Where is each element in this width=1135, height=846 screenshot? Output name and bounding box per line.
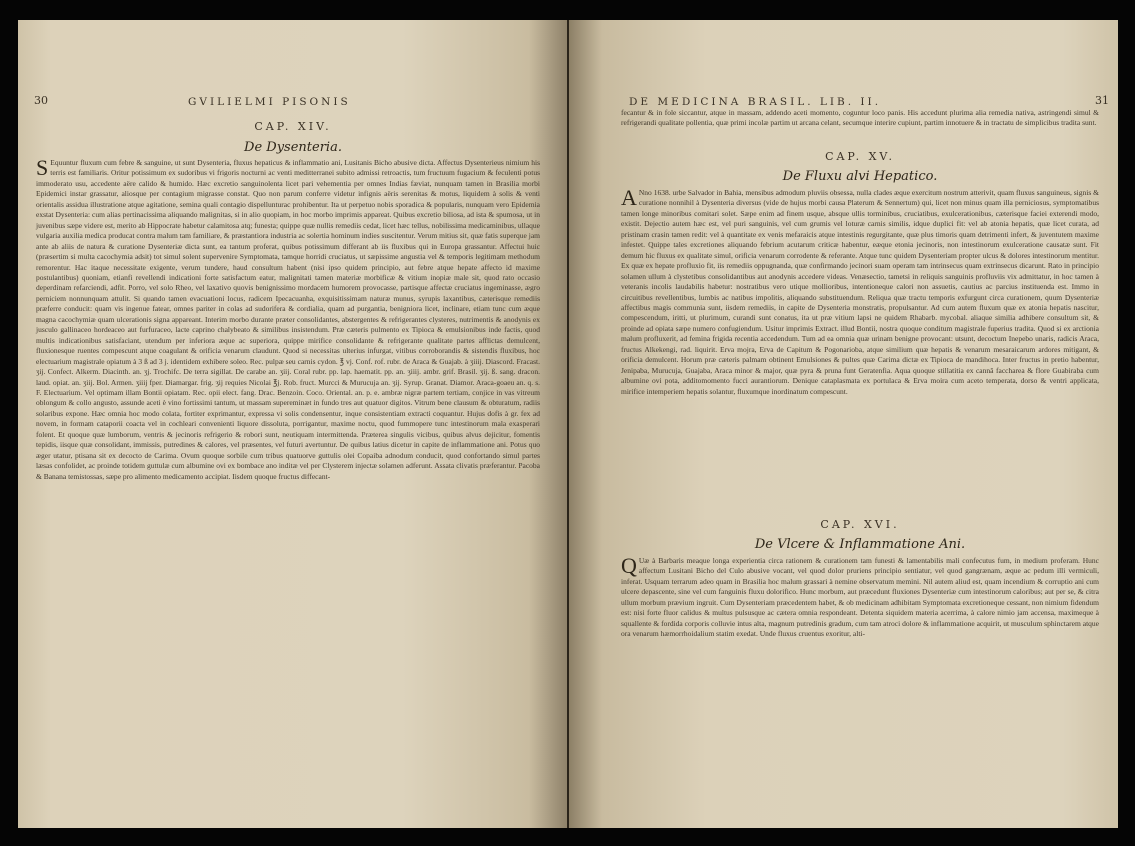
left-page	[18, 20, 567, 828]
right-intro-text: fecantur & in fole siccantur, atque in massam, addendo aceti momento, coguntur loco panis. His accedunt plurima alia remedia nativa, astringendi simul & refrigerandi qualitate pollentia, quæ primi incolæ partim ut arcana celant, secumque interire cupiunt, partim innotuere & in tractatu de simplicibus tradita sunt.	[621, 108, 1099, 128]
chapter-xv-text: A Nno 1638. urbe Salvador in Bahia, mensibus admodum pluviis obsessa, nulla clades æque exercitum nostrum atterivit, quam fluxus sanguineus, signis & curatione nonnihil à Dysenteria diversus (vide de hujus morbi causa Platerum & Sennertum) qui, licet non minus quam illa perniciosus, symptomatibus tamen longe minoribus comitari solet. Sæpe enim ad finem usque, absque ullis torminibus, cruciatibus, exulcerationibus, cæterisque faciei exterendi modo, existit. Dejectio autem hæc est, vel puri sanguinis, vel cum grumis vel loturæ carnis similis, idque duplici fit: vel ab atonia hepatis, quæ licet curata, ad pristinam crasin tamen redit: vel à quantitate ex venis mefaraicis atque intestinis regurgitante, quæ plus timoris quam detrimenti infert, & juventutem maxime infestet. Quippe tales excretiones aliquando febrium acutarum criticæ habentur, eæque etonia jecinoris, non intestinorum exulceratione causatæ sunt. Fit demum hic fluxus ex qualitate simul, orificia venarum corrodente & referante. Atque tunc quidem Dysenteriam propter ulcus & dolores intestinorum mentitur. Ex quæ ex hepate profluxio fit, iis remediis oppugnanda, quæ confirmando jecinori suam operam tam intrinsecus quam extrinsecus dicarunt. Rato in principio solamen ullum à clystetibus consolidantibus aut anodynis accedere videas. Venæsectio, tametsi in reliquis sanguinis profluviis vix admittatur, in hoc tamen à veteranis incolis laudabilis habetur: nostratibus vero utique mollioribus, intentioneque calori non assuetis, cautius ac parcius instituenda est. Immo in circuitibus revellentibus, lumbis ac natibus impolitis, aliquando substituendum. Reliqua quæ tractu temporis exfurgunt circa curationem, quum Dysenteriæ affectibus magis communia sunt, iisdem remediis, in capite de Dysenteria monstratis, propulsantur. Ad cum autem fluxum quæ ex atonia hepatis nascitur, compescendum, iritti, ut plurimum, curandi sunt conatus, ita ut præ vitium lapsi ne quidem Rhabarb. mycobal. aliaque similia adhibere consultum sit, & proinde ad opiata sæpe numero confugiendum. Usitur imprimis Extract. illud Bontii, nostra quoque conditum magistrale fuperius tradita. Quod si ex arctionia malum profluxerit, ad femina frigida recentia accedendum. Tum ad ea omnia quæ urinam benigne provocant: utsunt, decoctum Inepebo unaris, radicis Araca, fructus Alkekengi, rad. liquirit. Erva mojra, Erva de Capitum & Pogonarioba, atque similium quæ hepatis & venarum mesaraicarum ardores mitigant, & orificia demulcent. Horum præ cæteris palmam obtinent Emulsiones & pultes quæ Carima dictæ ex Tipioca de mandihoca. Inter fructus in pretio habentur, Jenipaba, Murucuja, Guajaba, Araca minor & major, quæ pyra & pruna funt Geratenfia. Aqua quoque stillatitia ex cannâ faccharea & flore Guabiraba cum albumine ovi pota, additomomento fucci aurantiorum. Denique cataplasmata ex portulaca & Erva moira cum aceto temperata, dorso & ventri applicata, mirifice intemperiem hepatis solantur, fluxumque inordinatum compescunt.	[621, 185, 1099, 396]
open-book	[18, 20, 1118, 828]
chapter-title: De Dysenteria.	[244, 140, 342, 155]
drop-cap-a: A	[621, 185, 637, 210]
drop-cap-s: S	[36, 155, 49, 180]
chapter-xv-heading	[621, 150, 1099, 184]
chapter-xv-title: De Fluxu alvi Hepatico.	[782, 169, 938, 184]
left-body-text: S Equuntur fluxum cum febre & sanguine, ut sunt Dysenteria, fluxus hepaticus & inflammatio ani, Lusitanis Bicho abusive dicta. Affectus Dysenterieus nimium his terris est familiaris. Oritur potissimum ex sudoribus vi frigoris nocturni ac venti meditterranei subito admissi retroactis, tum fructuum fugacium & feculenti potus immoderato usu, accedente aëre calido & humido. Hæc excretio sanguinolenta licet pari vehementia per omnes Indias fæviat, nunquam tamen in Brasilia morbi Epidemici instar grassatur, aliosque per contagium migrasse constat. Quo non parum conferre videtur infignis aëris serenitas & motus, liquidem à solis & venti orientalis assidua illustratione atque agitatione, semina quali contagio dispellunturac prohibentur. Ita ut perpetuo nobis sporadica & popularis, nunquam vero Epidemia exstat Dysenteria: cum alias pertinacissima aliquando malignitas, si in alio quopiam, in hoc morbo imprimis appareat. Quibus excretio biliosa, ad ista & spumosa, ut in juvenibus sæpe videre est, merito ab Hippocrate habetur calamitosa atq; funesta; quippe quæ nullis remediis cedat, licet hæc tellus, nobilissima medicaminibus, ullaque vulgaria auxilia medica producat contra malum tam familiare, & præstantiora industria ac solertia hominum indies suscitentur. Verum mitius sit, quæ fatis superque jam ante ab aliis de natura & curatione Dysenteriæ dicta sunt, ea tantum proferat, quibus potissimum differant ab iis fluxibus qui in Europa grassantur. Affectui huic (præsertim si multa cacochymia adsit) tot simul solent supervenire Symptomata, tamque horridi cruciatus, ut sæpissime angustia vel & temporis legitimam methodum remorentur. Hac itaque necessitate exigente, verum tundere, haud consultum habent (nisi ipso quidem principio, aut febre atque hepate affecto id maxime postulantibus) quoniam, etianfi revellendi indicationi forte satisfactum eatur, malignitati tamen materiæ morbificæ & vitium inopiæ male sit, quod rato occasio deperdinam refarciendi, adfit. Porro, vel solo Rheo, vel laxativo quovis benignissimo mordacem humorem provocasse, partisque affectæ cruciatus ingeminasse, ægro perniciem nonnunquam attulit. Si quando tamen evacuationi locus, radicem Ipecacuanha, exquisitissimam naturæ munus, syrupis laxantibus, cæterisque remediis præferre conducit: quam vis ingenue fatear, omnes pariter in colas ad sudorifera & cordialia, quam ad purgantia, benigniora licet, inclinare, etiam tunc cum æque magna cacochymiæ quam ulcerationis signa appareant. Interim morbo durante præter consolidantes, abstergentes & refrigerantes clysteres, nutrimentis & anodynis ex jusculo gallinaceo hordeaceo aut furfuraceo, lacte caprino chalybeato & similibus insistendum. Præ cæteris pulmento ex Tipioca & emulsionibus inde factis, quod multis indicationibus satisfaciant, utendum per inferiora æque ac superiora, quippe mirifice consolidante & refrigerante qualitate partes afflictas demulcent, fluxionesque ruentes compescunt atque coagulant & orificia venarum claudunt. Quod si necessitas ulterius infurgat, vitibus corroborandis & sistendis fluxibus, hoc electuarium magistrale opiatum à 3 ß ad 3 j. identidem exhibere soleo. Rec. pulpæ seu carnis cydon. ℥ vj. Conf. rof. rubr. de Araca & Guajab. à ʒiiij. Diascord. Fracast. ʒij. Confect. Alkerm. Diacinth. an. ʒj. Trochifc. De terra sigillat. De carabe an. ʒiij. Coral rubr. pp. lap. haematit. pp. an. ʒiiij. ambr. grif. Brasil. ʒij. ß. sang. dracon. laud. opiat. an. ʒiij. Bol. Armen. ʒiiij fper. Diamargar. frig. ʒij requies Nicolai ℥j. Rob. fruct. Murcci & Murucuja an. ʒij. Syrup. Granat. Diamor. Araca-goaeu an. q. s. F. Electuarium. Vel optimam illam Bontii opiatam. Rec. opii elect. fang. Drac. Benzoin. Coco. Oriental. an. p. e. ambræ nigræ partem tertiam, conjice in vas vitreum oblongum & collo angusto, assunde aceti è vino fortissimi tantum, ut massam supereminæt in fundo tres aut quatuor digitos. Vitrum bene clausum & obturatum, radiis solaribus expone. Hæc omnia hoc modo colata, fortiter exprimantur, expressa vi solis condensentur, inque consistentiam extracti coquantur. Hujus dofis à gr. fex ad novem, in formam cataporii coacta vel in cochleari convenienti liquore dissoluta, porrigantur, maxime noctu, quod fummopere tunc intestinorum mala exasperari folent. Et quoque quæ lumborum, ventris & jecinoris refrigerio & robori sunt, neutiquam intermittenda. Præterea singulis vicibus, quibus alvus dejicitur, fomentis tepidis, iisque quæ consolidant, immissis, putredines & calores, vel præsentes, vel futuri avertuntur. De quibus latius dicetur in capite de inflammatione ani. Potus quo æger utatur, ptisana sit ex decocto de Carima. Ovum quoque sorbile cum tribus quatuorve guttulis olei Copaiba adnodum conducit, quod confortando simul partes læsas confolidet, ac proinde totidem guttulæ cum albumine ovi ex bombace ano inditæ vel per Clysterem injectæ solamen adferunt. Assata clivatis præferantur. Pacoba & Banana temistossas, sæpe pro alimento medicamento accipiat. Iisdem quoque fructus diffecant-	[36, 155, 540, 481]
left-running-head: GVILIELMI PISONIS	[188, 96, 351, 108]
chapter-label: CAP. XIV.	[254, 120, 332, 133]
left-chapter-heading	[48, 120, 538, 155]
right-page	[569, 20, 1118, 828]
drop-cap-q: Q	[621, 553, 637, 578]
chapter-xvi-title: De Vlcere & Inflammatione Ani.	[754, 537, 966, 552]
right-running-head: DE MEDICINA BRASIL. LIB. II.	[629, 96, 882, 108]
chapter-xvi-text: Q Uæ à Barbaris meaque longa experientia circa rationem & curationem tam funesti & lamentabilis mali confecutus fum, in medium proferam. Hunc affectum Lusitani Bicho del Culo abusive vocant, vel quod dolor pruriens principio sentiatur, vel quod gangrænam, æque ac pedum illi vermiculi, inferat. Usquam terrarum adeo quam in Brasilia hoc malum grassari à nemine observatum memini. Nil autem aliud est, quam incendium & corruptio ani cum ulcere depascente, sine vel cum fanguinis fluxu dolorifico. Hunc morbum, aut præcedunt fluxiones Dysenteriæ cum intestinorum caloribus; aut per se, & citra ullum morbum prævium ingruit. Cum Dysenteriam præcedentem habet, & ob medicinam adhibitam Symptomata excretioneque cessant, non nimium fidendum est: nisi forte fluor calidus & multus pulsusque ac cætera omnia respondeant. Detenta siquidem materia acerrima, à calore nimio jam accensa, maximeque à squallente & fordida corporis colluvie intus alta, magnum putredinis gradum, cum tam atroci dolore & inflammatione acquirit, ut musculum sphinctarem atque ora venarum hæmorrhoidalium statim exedat. Unde fluxus cruentus exoritur, alti-	[621, 553, 1099, 639]
right-page-number: 31	[1095, 94, 1109, 107]
chapter-xv-label: CAP. XV.	[825, 150, 895, 163]
chapter-xvi-label: CAP. XVI.	[820, 518, 900, 531]
chapter-xvi-heading	[621, 518, 1099, 552]
left-page-number: 30	[34, 94, 48, 107]
